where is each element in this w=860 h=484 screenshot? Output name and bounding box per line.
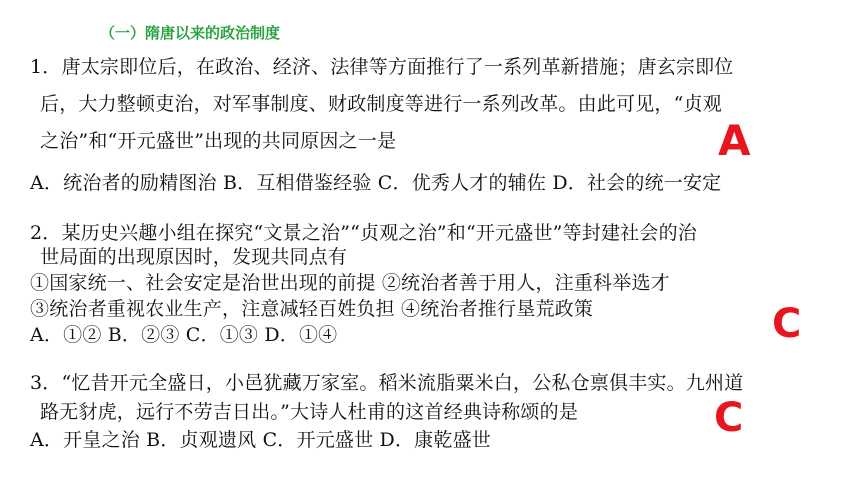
question-1-line-2: 后，大力整顿吏治，对军事制度、财政制度等进行一系列改革。由此可见，“贞观 [40,93,722,115]
question-2-line-2: 世局面的出现原因时，发现共同点有 [40,246,348,268]
question-1-line-1: 1．唐太宗即位后，在政治、经济、法律等方面推行了一系列革新措施；唐玄宗即位 [30,56,734,78]
question-3-answer: C [714,395,744,441]
section-title: （一）隋唐以来的政治制度 [100,24,281,42]
question-2-answer: C [772,301,802,347]
question-2-line-4: ③统治者重视农业生产，注意减轻百姓负担 ④统治者推行垦荒政策 [30,298,594,320]
question-1-answer: A [718,116,751,165]
question-2-line-1: 2．某历史兴趣小组在探究“文景之治”“贞观之治”和“开元盛世”等封建社会的治 [30,222,697,244]
question-2-line-3: ①国家统一、社会安定是治世出现的前提 ②统治者善于用人，注重科举选才 [30,272,670,294]
question-1-line-3: 之治”和“开元盛世”出现的共同原因之一是 [40,130,397,152]
question-3-line-2: 路无豺虎，远行不劳吉日出。”大诗人杜甫的这首经典诗称颂的是 [40,401,579,423]
question-3-line-1: 3．“忆昔开元全盛日，小邑犹藏万家室。稻米流脂粟米白，公私仓禀俱丰实。九州道 [30,372,744,394]
question-3-options: A．开皇之治 B．贞观遗风 C．开元盛世 D．康乾盛世 [30,429,491,451]
question-1-options: A．统治者的励精图治 B．互相借鉴经验 C．优秀人才的辅佐 D．社会的统一安定 [30,172,722,194]
question-2-options: A．①② B．②③ C．①③ D．①④ [30,324,338,346]
